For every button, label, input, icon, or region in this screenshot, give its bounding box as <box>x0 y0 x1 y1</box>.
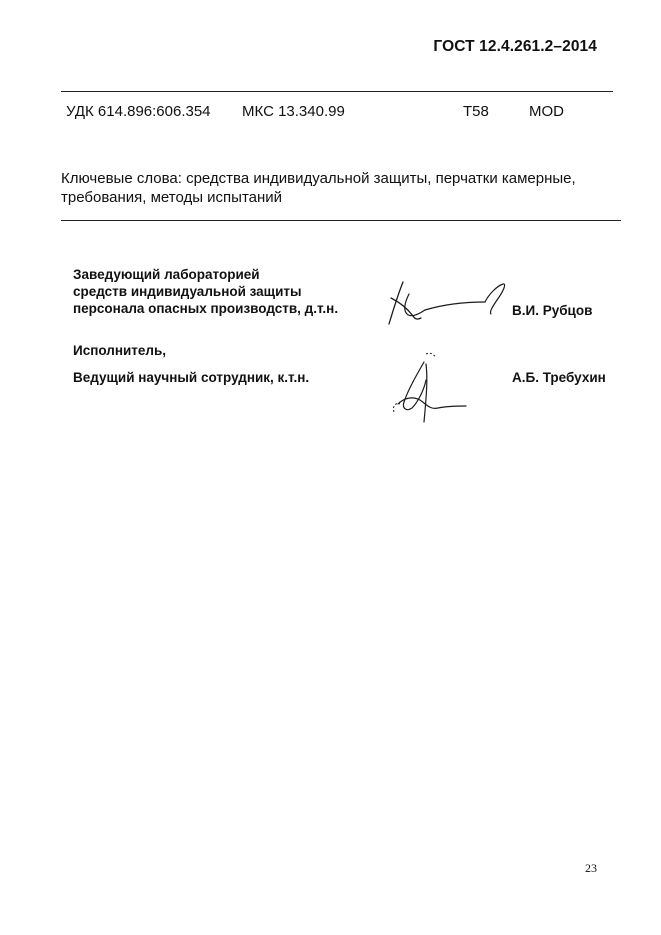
okp-group: Т58 <box>463 103 489 120</box>
executor-name: А.Б. Требухин <box>512 370 606 385</box>
standard-number: ГОСТ 12.4.261.2–2014 <box>433 38 597 55</box>
keywords-divider <box>61 220 621 221</box>
head-position-line2: средств индивидуальной защиты <box>73 284 302 299</box>
page-number: 23 <box>585 861 597 875</box>
handwritten-signature <box>390 350 470 428</box>
head-position-line3: персонала опасных производств, д.т.н. <box>73 301 339 316</box>
executor-role: Исполнитель, <box>73 343 167 358</box>
executor-position: Ведущий научный сотрудник, к.т.н. <box>73 370 310 385</box>
top-divider <box>61 91 613 92</box>
keywords-paragraph: Ключевые слова: средства индивидуальной защиты, перчатки камерные, требования, методы испытаний <box>61 170 576 206</box>
equivalence-degree: MOD <box>529 103 564 120</box>
head-name: В.И. Рубцов <box>512 303 593 318</box>
mks-code: МКС 13.340.99 <box>242 103 345 120</box>
udk-code: УДК 614.896:606.354 <box>66 103 211 120</box>
handwritten-signature <box>385 278 510 330</box>
head-position-line1: Заведующий лабораторией <box>73 267 260 282</box>
head-position <box>73 266 338 317</box>
